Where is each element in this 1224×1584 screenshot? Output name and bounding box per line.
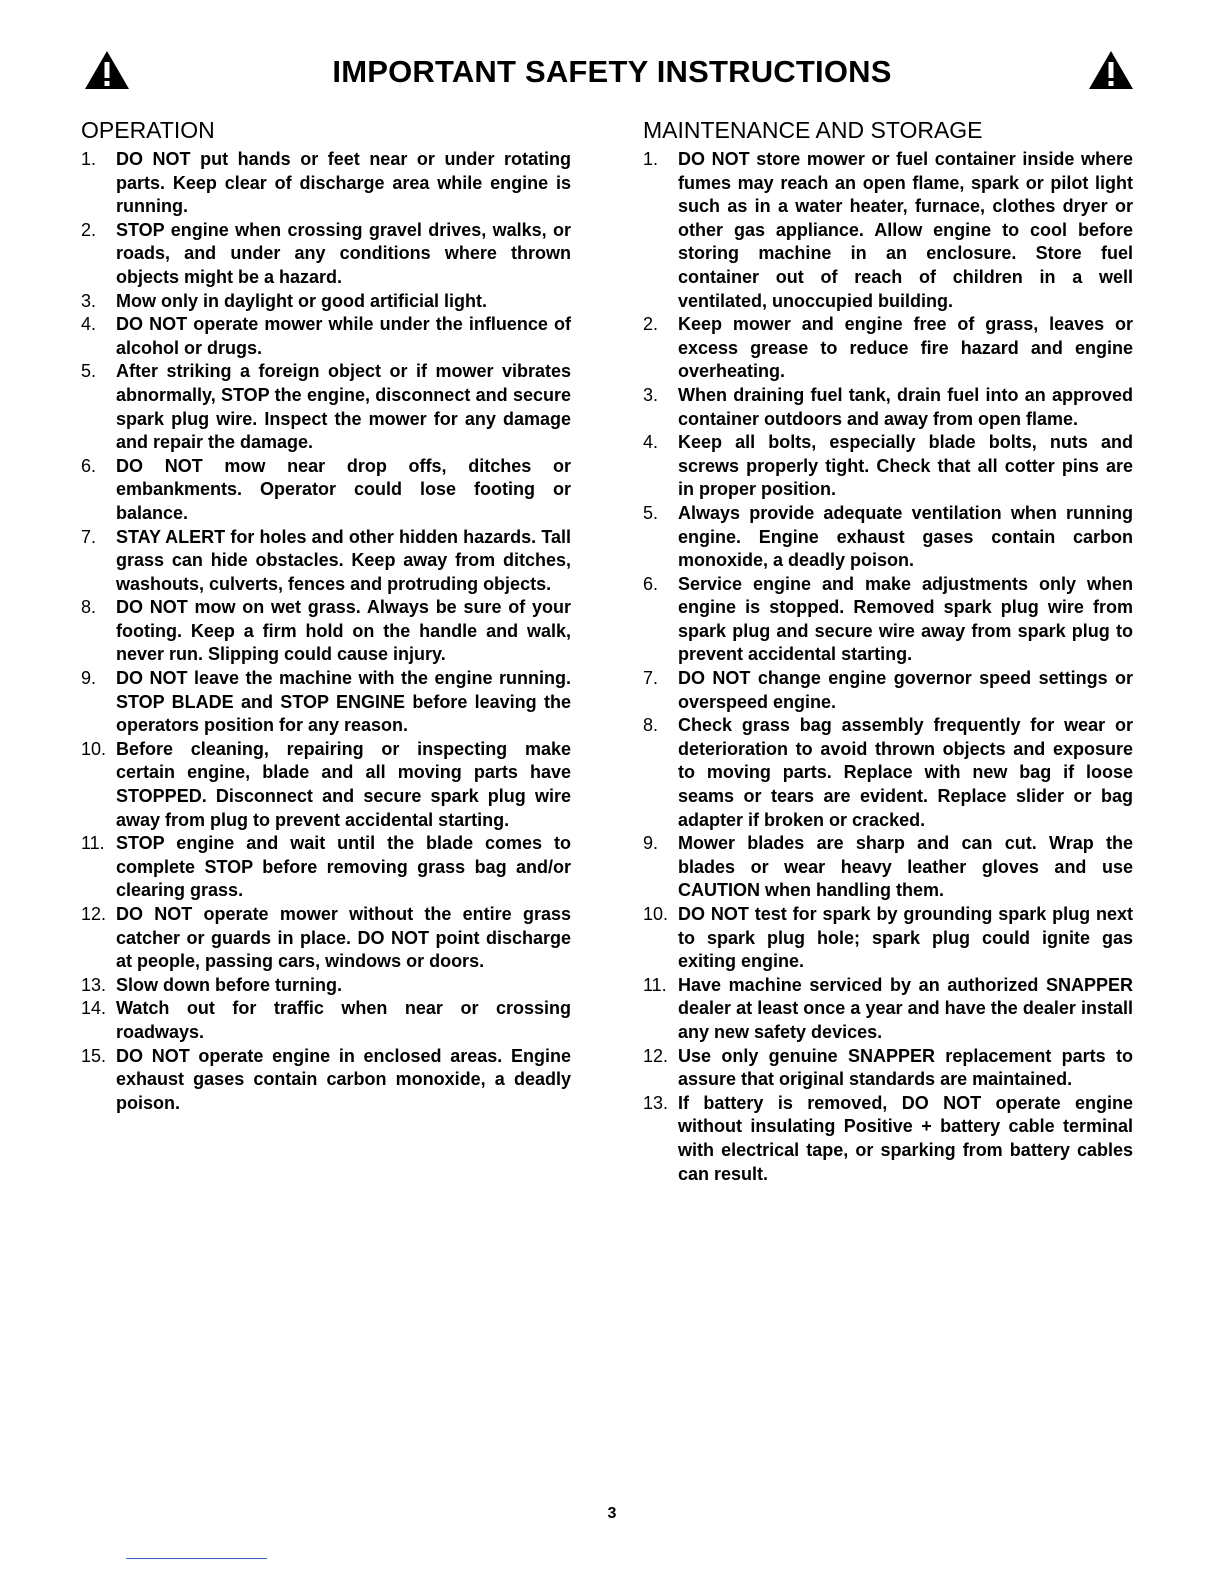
page-title: IMPORTANT SAFETY INSTRUCTIONS <box>332 54 892 89</box>
operation-section <box>81 116 571 1115</box>
list-item: 7. DO NOT change engine governor speed settings or overspeed engine. <box>643 668 1133 712</box>
list-item: 3. When draining fuel tank, drain fuel into an approved container outdoors and away from open flame. <box>643 384 1133 429</box>
list-item: 1. DO NOT put hands or feet near or under rotating parts. Keep clear of discharge area while engine is running. <box>81 149 571 217</box>
list-item: 9. DO NOT leave the machine with the engine running. STOP BLADE and STOP ENGINE before leaving the operators position for any reason. <box>81 668 571 736</box>
list-item: 5. Always provide adequate ventilation when running engine. Engine exhaust gases contain carbon monoxide, a deadly poison. <box>643 502 1133 571</box>
maintenance-section <box>643 116 1133 1186</box>
page-number: 3 <box>607 1505 617 1522</box>
list-item: 4. Keep all bolts, especially blade bolts, nuts and screws properly tight. Check that all cotter pins are in proper position. <box>643 432 1133 500</box>
operation-list <box>81 148 571 1115</box>
maintenance-heading: MAINTENANCE AND STORAGE <box>643 117 983 143</box>
list-item: 9. Mower blades are sharp and can cut. Wrap the blades or wear heavy leather gloves and use CAUTION when handling them. <box>643 833 1133 901</box>
list-item: 6. Service engine and make adjustments only when engine is stopped. Removed spark plug wire from spark plug and secure wire away from spark plug to prevent accidental starting. <box>643 573 1133 665</box>
list-item: 10. DO NOT test for spark by grounding spark plug next to spark plug hole; spark plug could ignite gas exiting engine. <box>643 904 1133 972</box>
list-item: 14. Watch out for traffic when near or crossing roadways. <box>81 998 571 1042</box>
decorative-line <box>126 1558 267 1559</box>
list-item: 15. DO NOT operate engine in enclosed areas. Engine exhaust gases contain carbon monoxide, a deadly poison. <box>81 1045 571 1113</box>
list-item: 13. If battery is removed, DO NOT operate engine without insulating Positive + battery cable terminal with electrical tape, or sparking from battery cables can result. <box>643 1092 1133 1184</box>
list-item: 3. Mow only in daylight or good artificial light. <box>81 290 487 311</box>
list-item: 11. Have machine serviced by an authorized SNAPPER dealer at least once a year and have the dealer install any new safety devices. <box>643 974 1133 1042</box>
list-item: 10. Before cleaning, repairing or inspecting make certain engine, blade and all moving parts have STOPPED. Disconnect and secure spark plug wire away from plug to prevent accidental starting. <box>81 738 571 830</box>
list-item: 12. DO NOT operate mower without the entire grass catcher or guards in place. DO NOT point discharge at people, passing cars, windows or doors. <box>81 904 571 972</box>
list-item: 5. After striking a foreign object or if mower vibrates abnormally, STOP the engine, disconnect and secure spark plug wire. Inspect the mower for any damage and repair the damage. <box>81 361 571 453</box>
list-item: 13. Slow down before turning. <box>81 974 342 995</box>
list-item: 6. DO NOT mow near drop offs, ditches or embankments. Operator could lose footing or balance. <box>81 455 571 523</box>
warning-triangle-icon <box>1088 50 1134 90</box>
maintenance-list <box>643 148 1133 1186</box>
list-item: 8. Check grass bag assembly frequently for wear or deterioration to avoid thrown objects and exposure to moving parts. Replace with new bag if loose seams or tears are evident. Replace slider or bag adapter if broken or cracked. <box>643 715 1133 830</box>
list-item: 4. DO NOT operate mower while under the influence of alcohol or drugs. <box>81 314 571 358</box>
list-item: 12. Use only genuine SNAPPER replacement parts to assure that original standards are maintained. <box>643 1045 1133 1090</box>
list-item: 1. DO NOT store mower or fuel container inside where fumes may reach an open flame, spark or pilot light such as in a water heater, furnace, clothes dryer or other gas appliance. Allow engine to cool before storing machine in an enclosure. Store fuel container out of reach of children in a well ventilated, unoccupied building. <box>643 149 1133 311</box>
list-item: 2. Keep mower and engine free of grass, leaves or excess grease to reduce fire hazard and engine overheating. <box>643 314 1133 382</box>
list-item: 2. STOP engine when crossing gravel drives, walks, or roads, and under any conditions where thrown objects might be a hazard. <box>81 219 571 287</box>
list-item: 11. STOP engine and wait until the blade comes to complete STOP before removing grass bag and/or clearing grass. <box>81 833 571 901</box>
list-item: 7. STAY ALERT for holes and other hidden hazards. Tall grass can hide obstacles. Keep away from ditches, washouts, culverts, fences and protruding objects. <box>81 526 571 594</box>
operation-heading: OPERATION <box>81 117 215 143</box>
list-item: 8. DO NOT mow on wet grass. Always be sure of your footing. Keep a firm hold on the handle and walk, never run. Slipping could cause injury. <box>81 597 571 665</box>
